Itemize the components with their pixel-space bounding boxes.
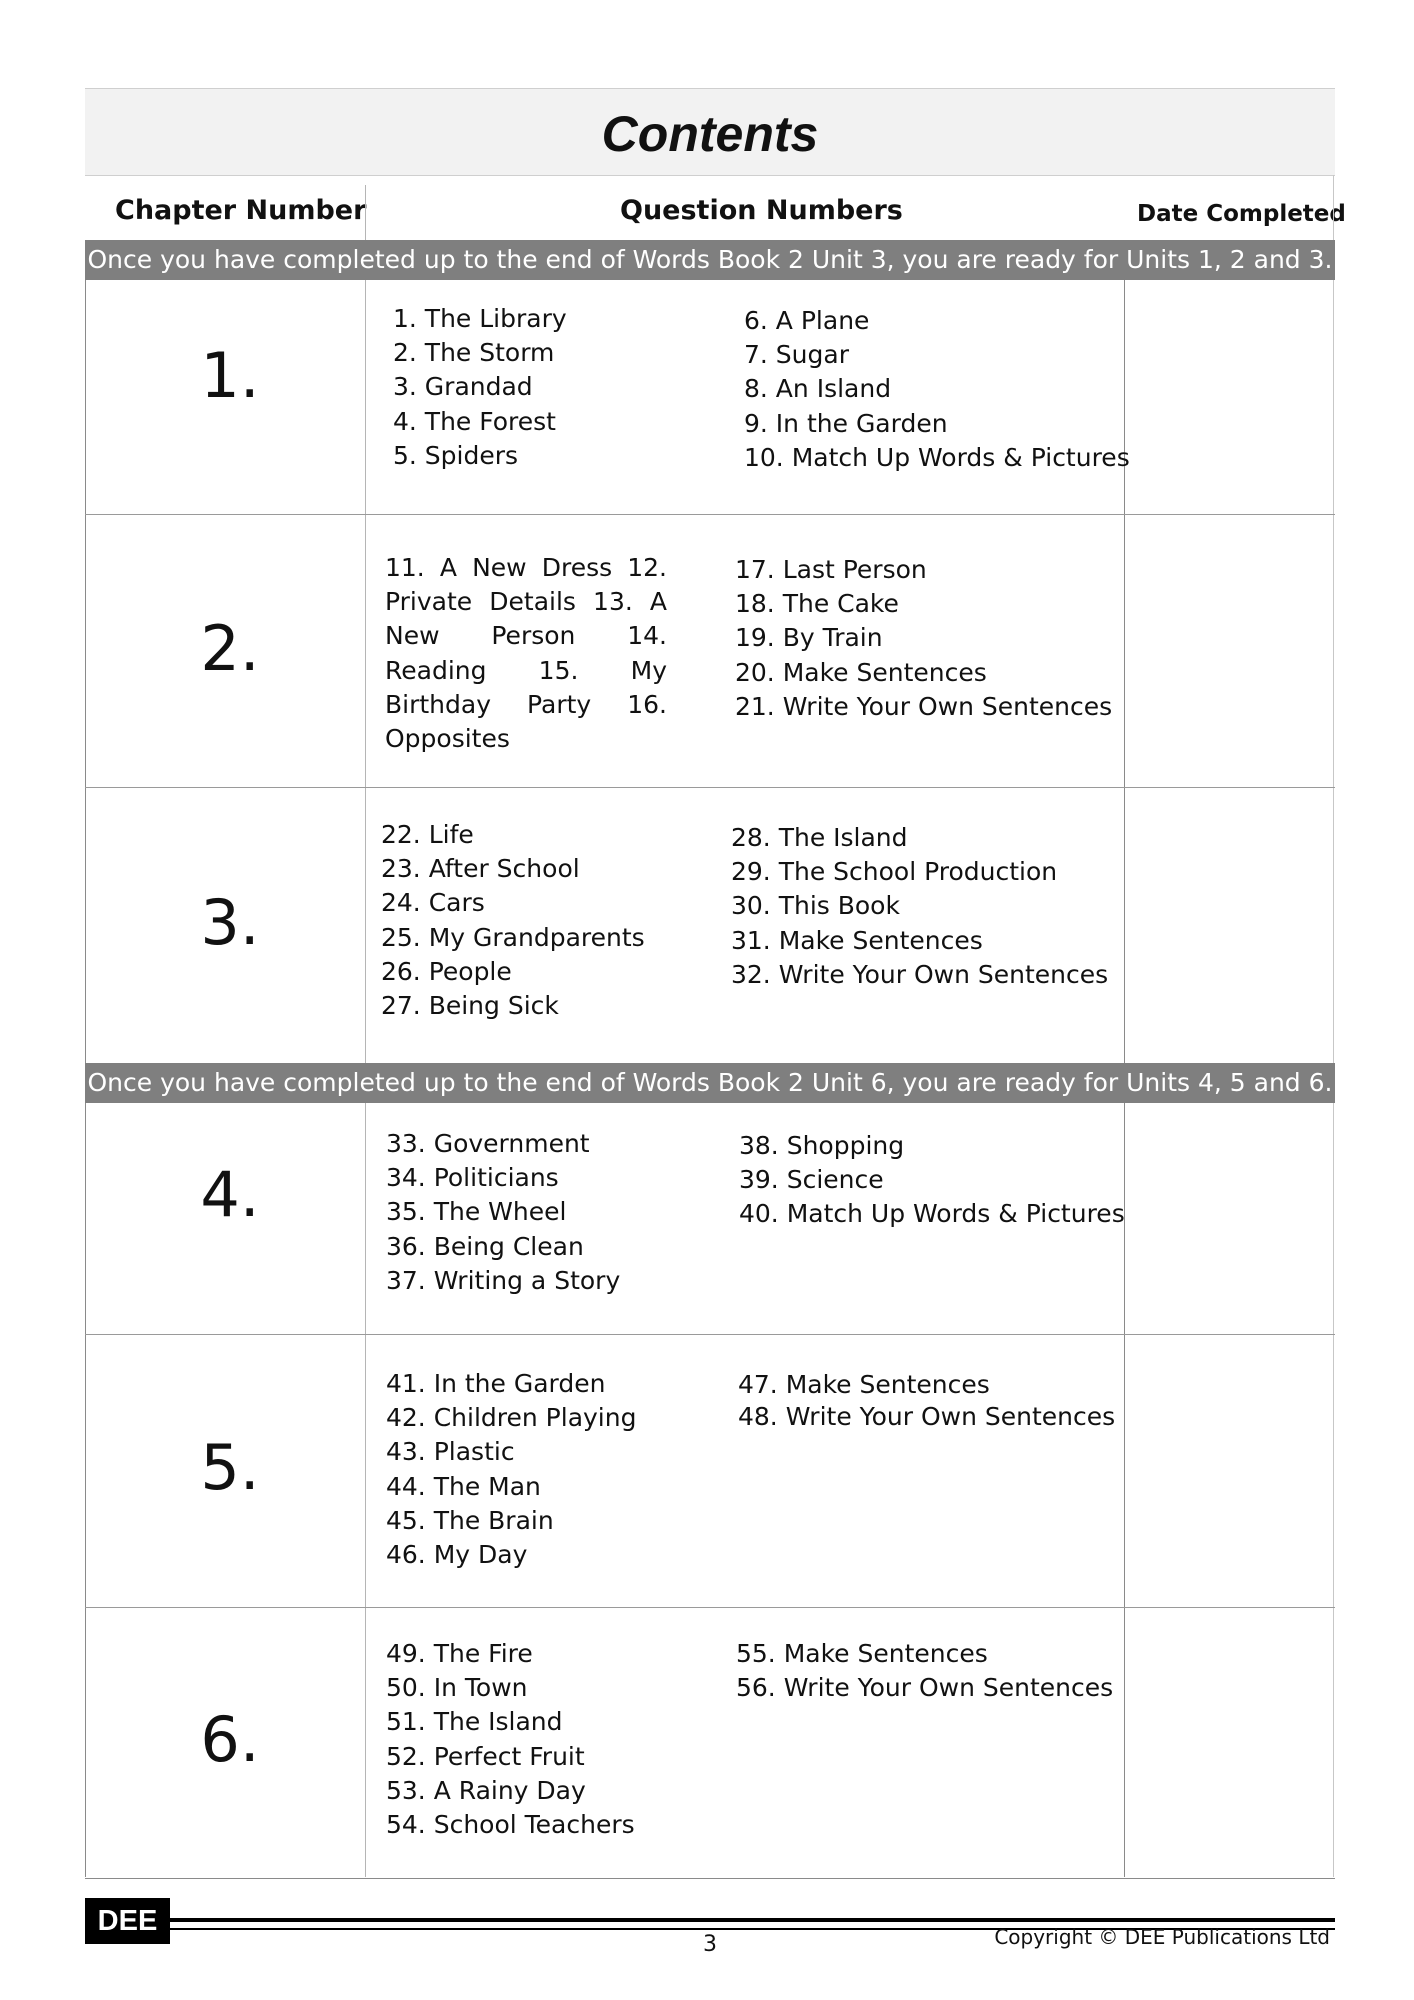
- row-divider: [85, 1607, 1335, 1608]
- question-list-left: [386, 1637, 635, 1842]
- question-list-right: [736, 1637, 1113, 1705]
- header-question-numbers: Question Numbers: [620, 195, 903, 226]
- header-chapter-number: Chapter Number: [115, 195, 367, 226]
- list-item: 22. Life: [381, 820, 474, 849]
- list-item: 27. Being Sick: [381, 991, 559, 1021]
- copyright: Copyright © DEE Publications Ltd: [994, 1925, 1330, 1949]
- list-item: 17. Last Person: [735, 555, 927, 584]
- list-item: 2. The Storm: [393, 338, 555, 368]
- list-item: 49. The Fire: [386, 1639, 533, 1668]
- list-item: 56. Write Your Own Sentences: [736, 1673, 1114, 1703]
- row-divider: [85, 514, 1335, 515]
- list-item: 25. My Grandparents: [381, 922, 645, 952]
- list-item: 31. Make Sentences: [731, 925, 983, 955]
- question-list-right: [735, 553, 1112, 724]
- list-item: 7. Sugar: [744, 340, 849, 370]
- list-item: 3. Grandad: [393, 372, 533, 402]
- list-item: 47. Make Sentences: [738, 1370, 990, 1399]
- header-date-completed: Date Completed: [1137, 201, 1346, 227]
- list-item: 9. In the Garden: [744, 408, 948, 438]
- list-item: 33. Government: [386, 1129, 590, 1158]
- question-list-right: [738, 1369, 1115, 1433]
- dee-logo: DEE: [85, 1898, 170, 1944]
- chapter-number: 3.: [200, 886, 260, 959]
- list-item: 52. Perfect Fruit: [386, 1741, 585, 1771]
- list-item: 41. In the Garden: [386, 1369, 606, 1398]
- right-border: [1333, 175, 1334, 1877]
- list-item: 42. Children Playing: [386, 1403, 637, 1433]
- list-item: 48. Write Your Own Sentences: [738, 1402, 1116, 1431]
- page-number: 3: [703, 1932, 717, 1957]
- list-item: 5. Spiders: [393, 440, 519, 470]
- chapter-number: 1.: [200, 339, 260, 412]
- list-item: 6. A Plane: [744, 306, 870, 335]
- list-item: 29. The School Production: [731, 857, 1058, 887]
- list-item: 39. Science: [739, 1165, 884, 1195]
- list-item: 32. Write Your Own Sentences: [731, 959, 1109, 989]
- list-item: 28. The Island: [731, 823, 908, 852]
- list-item: 35. The Wheel: [386, 1197, 567, 1227]
- list-item: 36. Being Clean: [386, 1231, 584, 1261]
- question-list-left: [386, 1127, 620, 1298]
- banner-units-1-3: Once you have completed up to the end of Words Book 2 Unit 3, you are ready for Units 1, 2 and 3.: [85, 240, 1335, 280]
- list-item: 21. Write Your Own Sentences: [735, 691, 1113, 721]
- list-item: 23. After School: [381, 854, 580, 884]
- question-paragraph: 11. A New Dress 12. Private Details 13. A New Person 14. Reading 15. My Birthday Party 16. Opposites: [385, 553, 667, 754]
- list-item: 24. Cars: [381, 888, 485, 918]
- list-item: 20. Make Sentences: [735, 657, 987, 687]
- list-item: 51. The Island: [386, 1707, 563, 1737]
- date-column-divider: [1124, 240, 1125, 1877]
- list-item: 30. This Book: [731, 891, 900, 921]
- list-item: 40. Match Up Words & Pictures: [739, 1199, 1125, 1229]
- question-list-right: [739, 1129, 1125, 1232]
- row-divider: [85, 1334, 1335, 1335]
- list-item: 1. The Library: [393, 304, 567, 333]
- left-border: [85, 240, 86, 1877]
- list-item: 53. A Rainy Day: [386, 1775, 586, 1805]
- chapter-number: 5.: [200, 1431, 260, 1504]
- list-item: 55. Make Sentences: [736, 1639, 988, 1668]
- list-item: 8. An Island: [744, 374, 892, 404]
- question-list-right: [744, 304, 1130, 475]
- question-list-left: [393, 302, 567, 473]
- list-item: 4. The Forest: [393, 406, 556, 436]
- table-bottom-border: [85, 1878, 1335, 1879]
- banner-units-4-6: Once you have completed up to the end of Words Book 2 Unit 6, you are ready for Units 4, 5 and 6.: [85, 1063, 1335, 1103]
- chapter-number: 4.: [200, 1158, 260, 1231]
- page-title: Contents: [601, 106, 819, 162]
- question-list-left: [381, 818, 645, 1023]
- list-item: 18. The Cake: [735, 589, 899, 619]
- chapter-column-divider: [365, 185, 366, 1877]
- list-item: 26. People: [381, 956, 512, 986]
- list-item: 10. Match Up Words & Pictures: [744, 442, 1130, 472]
- list-item: 43. Plastic: [386, 1437, 515, 1467]
- question-list-left: [386, 1367, 636, 1572]
- list-item: 44. The Man: [386, 1471, 541, 1501]
- list-item: 45. The Brain: [386, 1505, 554, 1535]
- list-item: 34. Politicians: [386, 1163, 559, 1193]
- list-item: 38. Shopping: [739, 1131, 905, 1160]
- question-list-right: [731, 821, 1108, 992]
- list-item: 19. By Train: [735, 623, 883, 653]
- chapter-number: 2.: [200, 612, 260, 685]
- chapter-number: 6.: [200, 1703, 260, 1776]
- list-item: 50. In Town: [386, 1673, 528, 1703]
- list-item: 46. My Day: [386, 1540, 528, 1570]
- list-item: 37. Writing a Story: [386, 1265, 621, 1295]
- list-item: 54. School Teachers: [386, 1810, 635, 1840]
- row-divider: [85, 787, 1335, 788]
- footer-rule: [170, 1918, 1335, 1922]
